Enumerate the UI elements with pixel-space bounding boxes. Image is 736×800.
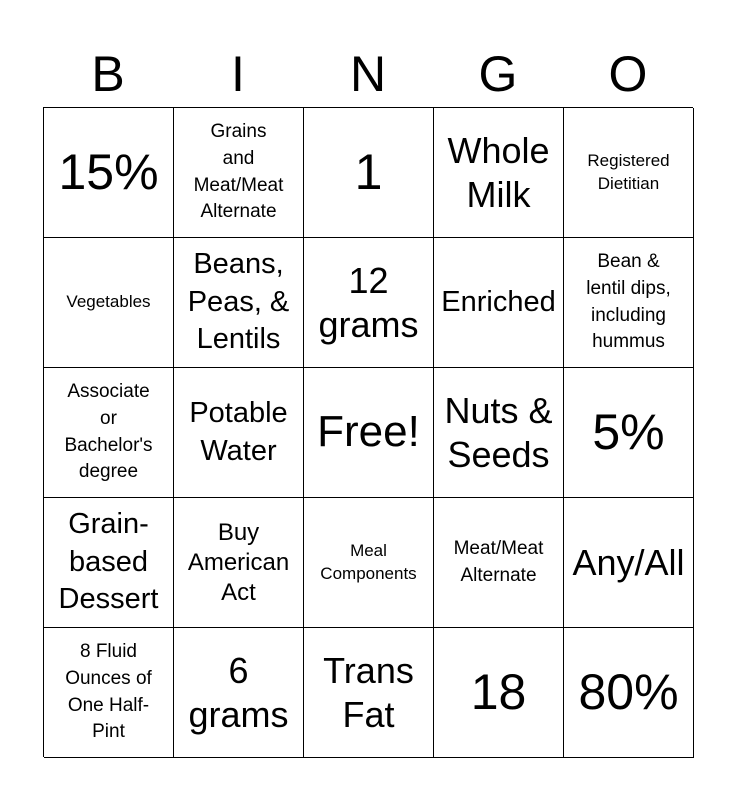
bingo-cell[interactable]: [304, 368, 434, 498]
cell-text: Nuts & Seeds: [444, 390, 553, 475]
cell-text: 18: [470, 664, 527, 720]
cell-text: Whole Milk: [447, 130, 550, 215]
bingo-cell[interactable]: [434, 238, 564, 368]
cell-text: Grains and Meat/Meat Alternate: [193, 121, 284, 223]
cell-text: 5%: [592, 404, 665, 460]
bingo-cell[interactable]: [44, 498, 174, 628]
cell-text: 80%: [578, 664, 679, 720]
bingo-cell[interactable]: [564, 238, 694, 368]
bingo-cell[interactable]: [44, 238, 174, 368]
cell-text: Buy American Act: [187, 518, 290, 606]
cell-text: Enriched: [441, 285, 556, 318]
header-letter-n: N: [349, 46, 387, 102]
cell-text: 8 Fluid Ounces of One Half- Pint: [65, 641, 152, 743]
bingo-grid: [43, 107, 693, 757]
cell-text: Beans, Peas, & Lentils: [187, 247, 290, 356]
bingo-cell[interactable]: [564, 368, 694, 498]
cell-text: 15%: [58, 144, 159, 200]
bingo-cell[interactable]: [174, 238, 304, 368]
bingo-cell[interactable]: [564, 498, 694, 628]
bingo-cell[interactable]: [44, 108, 174, 238]
bingo-cell[interactable]: [304, 108, 434, 238]
bingo-cell[interactable]: [44, 628, 174, 758]
cell-text: Free!: [317, 407, 420, 457]
cell-text: Any/All: [572, 541, 685, 583]
cell-text: Potable Water: [189, 396, 288, 467]
cell-text: Bean & lentil dips, including hummus: [586, 251, 671, 353]
bingo-cell[interactable]: [564, 108, 694, 238]
cell-text: Associate or Bachelor's degree: [64, 381, 153, 483]
bingo-cell[interactable]: [304, 238, 434, 368]
bingo-cell[interactable]: [174, 368, 304, 498]
cell-text: Registered Dietitian: [587, 150, 670, 193]
bingo-cell[interactable]: [564, 628, 694, 758]
bingo-cell[interactable]: [174, 628, 304, 758]
bingo-cell[interactable]: [434, 628, 564, 758]
cell-text: Meal Components: [320, 540, 417, 583]
bingo-cell[interactable]: [434, 498, 564, 628]
cell-text: 1: [354, 144, 383, 200]
bingo-cell[interactable]: [304, 498, 434, 628]
bingo-cell[interactable]: [44, 368, 174, 498]
cell-text: Trans Fat: [323, 650, 414, 735]
bingo-cell[interactable]: [174, 498, 304, 628]
bingo-header: [43, 40, 693, 108]
bingo-cell[interactable]: [434, 108, 564, 238]
header-letter-i: I: [231, 46, 245, 102]
header-letter-b: B: [91, 46, 125, 102]
header-letter-g: G: [478, 46, 518, 102]
bingo-cell[interactable]: [304, 628, 434, 758]
header-letter-o: O: [608, 46, 648, 102]
cell-text: Vegetables: [66, 292, 151, 312]
cell-text: 12 grams: [318, 260, 419, 345]
bingo-cell[interactable]: [174, 108, 304, 238]
cell-text: 6 grams: [188, 650, 289, 735]
cell-text: Grain- based Dessert: [58, 507, 159, 616]
cell-text: Meat/Meat Alternate: [453, 537, 544, 586]
bingo-cell[interactable]: [434, 368, 564, 498]
